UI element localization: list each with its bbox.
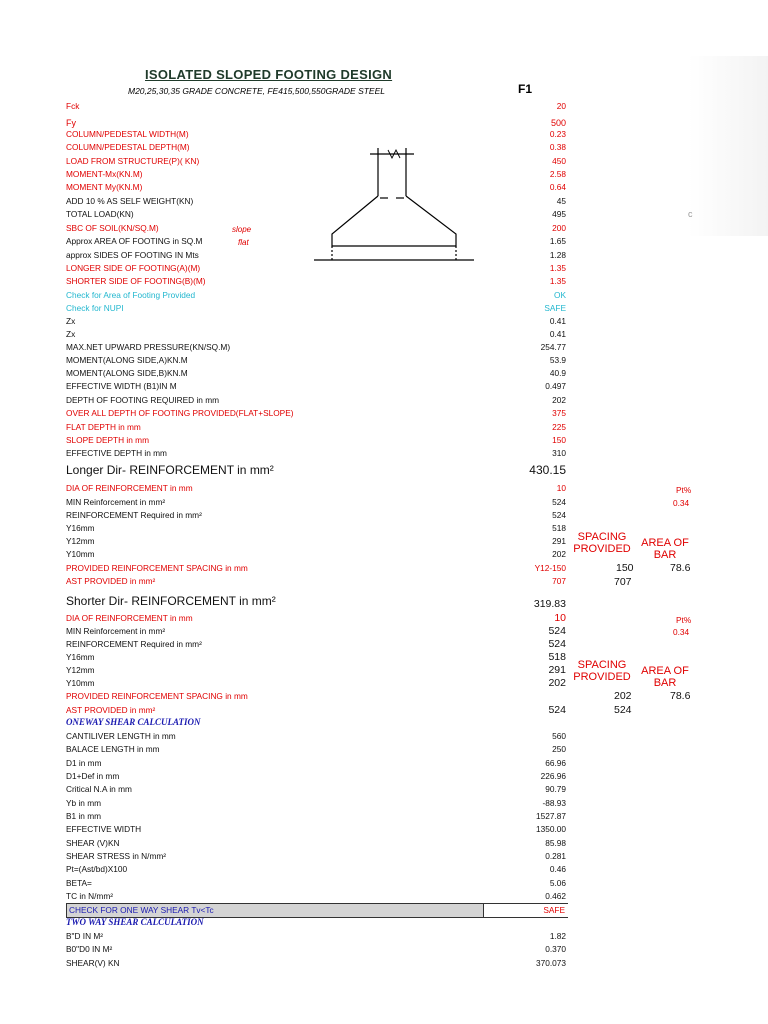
row-longer-y12: Y12mm 291 bbox=[66, 536, 566, 546]
shorter-ast-value: 524 bbox=[614, 704, 632, 716]
row-tc: TC in N/mm² 0.462 bbox=[66, 891, 566, 901]
row-shear-v-kn: SHEAR(V) KN 370.073 bbox=[66, 958, 566, 968]
row-shorter-y10: Y10mm 202 bbox=[66, 677, 566, 689]
row-moment-b: MOMENT(ALONG SIDE,B)KN.M 40.9 bbox=[66, 368, 566, 378]
longer-pt-value: 0.34 bbox=[673, 498, 690, 508]
row-longer-ast: AST PROVIDED in mm² 707 bbox=[66, 576, 566, 586]
longer-area-value: 78.6 bbox=[670, 562, 691, 574]
row-effective-width: EFFECTIVE WIDTH (B1)IN M 0.497 bbox=[66, 381, 566, 391]
row-beta: BETA= 5.06 bbox=[66, 878, 566, 888]
row-approx-sides: approx SIDES OF FOOTING IN Mts 1.28 bbox=[66, 250, 566, 260]
row-flat-depth: FLAT DEPTH in mm 225 bbox=[66, 422, 566, 432]
row-shorter-dia: DIA OF REINFORCEMENT in mm 10 bbox=[66, 612, 566, 624]
row-longer-side: LONGER SIDE OF FOOTING(A)(M) 1.35 bbox=[66, 263, 566, 273]
row-shorter-side: SHORTER SIDE OF FOOTING(B)(M) 1.35 bbox=[66, 276, 566, 286]
twoway-shear-heading: TWO WAY SHEAR CALCULATION bbox=[66, 917, 204, 927]
row-self-weight: ADD 10 % AS SELF WEIGHT(KN) 45 bbox=[66, 196, 566, 206]
sheet-subtitle: M20,25,30,35 GRADE CONCRETE, FE415,500,550GRADE STEEL bbox=[128, 86, 386, 96]
row-check-oneway-shear: CHECK FOR ONE WAY SHEAR Tv<Tc SAFE bbox=[66, 903, 568, 918]
row-moment-mx: MOMENT-Mx(KN.M) 2.58 bbox=[66, 169, 566, 179]
row-shorter-reinforcement: Shorter Dir- REINFORCEMENT in mm² 319.83 bbox=[66, 594, 566, 610]
row-longer-reinforcement: Longer Dir- REINFORCEMENT in mm² 430.15 bbox=[66, 463, 566, 477]
shorter-pt-value: 0.34 bbox=[673, 627, 690, 637]
row-shear-stress: SHEAR STRESS in N/mm² 0.281 bbox=[66, 851, 566, 861]
row-balance-length: BALACE LENGTH in mm 250 bbox=[66, 744, 566, 754]
longer-spacing-value: 150 bbox=[616, 562, 634, 574]
row-total-load: TOTAL LOAD(KN) 495 bbox=[66, 209, 566, 219]
shorter-area-value: 78.6 bbox=[670, 690, 691, 702]
row-longer-dia: DIA OF REINFORCEMENT in mm 10 bbox=[66, 483, 566, 493]
row-shorter-spacing: PROVIDED REINFORCEMENT SPACING in mm bbox=[66, 691, 248, 701]
slope-tag: slope bbox=[232, 225, 252, 234]
shorter-spacing-value: 202 bbox=[614, 690, 632, 702]
row-check-area: Check for Area of Footing Provided OK bbox=[66, 290, 566, 300]
row-zx-2: Zx 0.41 bbox=[66, 329, 566, 339]
row-max-pressure: MAX.NET UPWARD PRESSURE(KN/SQ.M) 254.77 bbox=[66, 342, 566, 352]
row-shorter-min-reinf: MIN Reinforcement in mm² 524 bbox=[66, 625, 566, 637]
row-yb: Yb in mm -88.93 bbox=[66, 798, 566, 808]
footing-id: F1 bbox=[518, 82, 533, 96]
row-shorter-req-reinf: REINFORCEMENT Required in mm² 524 bbox=[66, 638, 566, 650]
row-critical-na: Critical N.A in mm 90.79 bbox=[66, 784, 566, 794]
row-b1: B1 in mm 1527.87 bbox=[66, 811, 566, 821]
row-shorter-ast: AST PROVIDED in mm² 524 bbox=[66, 704, 566, 716]
cut-off-panel-text: c bbox=[688, 209, 693, 219]
row-longer-min-reinf: MIN Reinforcement in mm² 524 bbox=[66, 497, 566, 507]
row-b0d0: B0"D0 IN M² 0.370 bbox=[66, 944, 566, 954]
row-cantilever-length: CANTILIVER LENGTH in mm 560 bbox=[66, 731, 566, 741]
shorter-spacing-label: SPACING PROVIDED bbox=[573, 659, 631, 683]
row-shorter-y12: Y12mm 291 bbox=[66, 664, 566, 676]
row-longer-spacing: PROVIDED REINFORCEMENT SPACING in mm Y12-150 bbox=[66, 563, 566, 573]
row-d1: D1 in mm 66.96 bbox=[66, 758, 566, 768]
row-depth-required: DEPTH OF FOOTING REQUIRED in mm 202 bbox=[66, 395, 566, 405]
row-overall-depth: OVER ALL DEPTH OF FOOTING PROVIDED(FLAT+SLOPE) 375 bbox=[66, 408, 566, 418]
row-approx-area: Approx AREA OF FOOTING in SQ.M 1.65 bbox=[66, 236, 566, 246]
row-longer-req-reinf: REINFORCEMENT Required in mm² 524 bbox=[66, 510, 566, 520]
row-check-nupi: Check for NUPI SAFE bbox=[66, 303, 566, 313]
sheet-title: ISOLATED SLOPED FOOTING DESIGN bbox=[145, 67, 393, 82]
longer-ast-value: 707 bbox=[614, 576, 632, 588]
row-column-width: COLUMN/PEDESTAL WIDTH(M) 0.23 bbox=[66, 129, 566, 139]
oneway-shear-heading: ONEWAY SHEAR CALCULATION bbox=[66, 717, 201, 727]
row-moment-my: MOMENT My(KN.M) 0.64 bbox=[66, 182, 566, 192]
row-effective-depth: EFFECTIVE DEPTH in mm 310 bbox=[66, 448, 566, 458]
row-shear-v: SHEAR (V)KN 85.98 bbox=[66, 838, 566, 848]
row-bd: B"D IN M² 1.82 bbox=[66, 931, 566, 941]
shorter-area-label: AREA OF BAR bbox=[641, 665, 689, 689]
row-longer-y16: Y16mm 518 bbox=[66, 523, 566, 533]
row-fck: Fck 20 bbox=[66, 101, 566, 111]
row-sbc: SBC OF SOIL(KN/SQ.M) 200 bbox=[66, 223, 566, 233]
longer-spacing-label: SPACING PROVIDED bbox=[573, 531, 631, 555]
cut-off-panel bbox=[688, 56, 768, 236]
longer-pt-label: Pt% bbox=[676, 485, 692, 495]
row-slope-depth: SLOPE DEPTH in mm 150 bbox=[66, 435, 566, 445]
row-moment-a: MOMENT(ALONG SIDE,A)KN.M 53.9 bbox=[66, 355, 566, 365]
row-shorter-y16: Y16mm 518 bbox=[66, 651, 566, 663]
row-column-depth: COLUMN/PEDESTAL DEPTH(M) 0.38 bbox=[66, 142, 566, 152]
flat-tag: flat bbox=[238, 238, 249, 247]
shorter-pt-label: Pt% bbox=[676, 615, 692, 625]
row-load: LOAD FROM STRUCTURE(P)( KN) 450 bbox=[66, 156, 566, 166]
row-effective-width-shear: EFFECTIVE WIDTH 1350.00 bbox=[66, 824, 566, 834]
row-zx-1: Zx 0.41 bbox=[66, 316, 566, 326]
row-fy: Fy 500 bbox=[66, 118, 566, 128]
row-d1-def: D1+Def in mm 226.96 bbox=[66, 771, 566, 781]
row-pt: Pt=(Ast/bd)X100 0.46 bbox=[66, 864, 566, 874]
row-longer-y10: Y10mm 202 bbox=[66, 549, 566, 559]
longer-area-label: AREA OF BAR bbox=[641, 537, 689, 561]
